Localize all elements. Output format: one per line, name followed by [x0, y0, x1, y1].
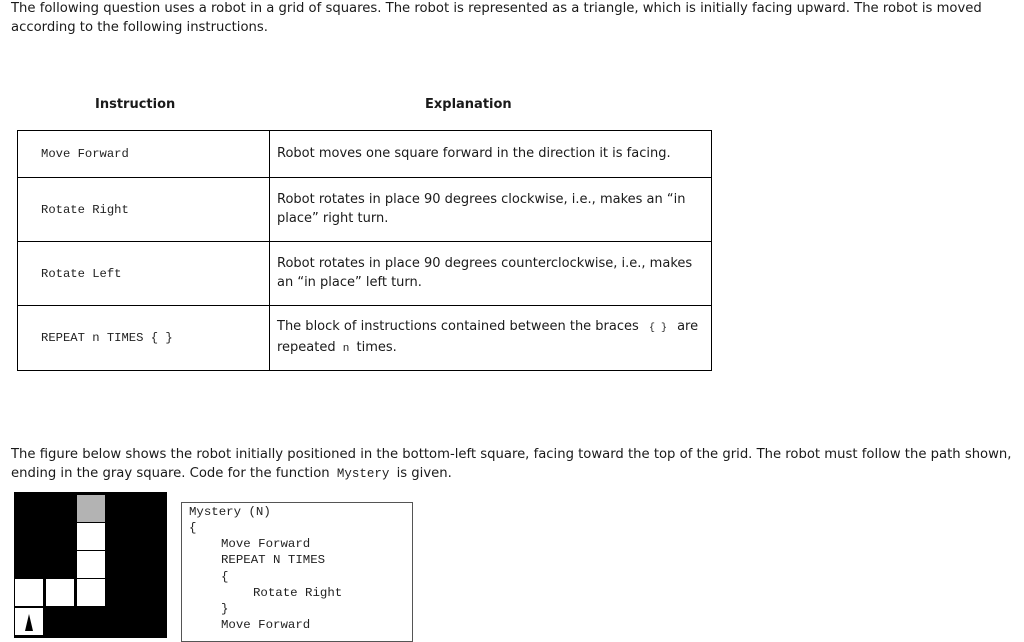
table-row [18, 242, 712, 306]
explanation-text: times. [356, 339, 397, 355]
table-row [18, 178, 712, 242]
grid-cell [77, 551, 105, 578]
explanation-cell: Robot rotates in place 90 degrees clockwise, i.e., makes an “in place” right turn. [270, 178, 712, 242]
code-box [181, 502, 413, 642]
table-row [18, 306, 712, 371]
code-line: Rotate Right [253, 586, 343, 600]
explanation-text: are repeated [277, 319, 699, 355]
instruction-cell: Rotate Right [18, 178, 270, 242]
figure-paragraph [11, 446, 1016, 483]
explanation-cell: Robot moves one square forward in the direction it is facing. [270, 131, 712, 178]
grid-cell [15, 579, 43, 606]
instruction-header: Instruction [95, 97, 176, 112]
code-line: Move Forward [221, 537, 311, 551]
code-line: Mystery (N) [189, 505, 271, 519]
figure-text: The figure below shows the robot initially positioned in the bottom-left square, facing toward the top of the grid. The robot must follow the path shown, ending in the gray square. Code for the function [11, 447, 1012, 481]
explanation-text: The block of instructions contained between the braces [277, 319, 639, 334]
instruction-cell: Move Forward [18, 131, 270, 178]
code-line: { [189, 521, 197, 535]
n-code: n [342, 342, 350, 355]
robot-triangle-icon [25, 614, 33, 631]
braces-code: { } [648, 323, 667, 334]
instruction-cell: REPEAT n TIMES { } [18, 306, 270, 371]
code-line: REPEAT N TIMES [221, 553, 326, 567]
code-line: } [221, 602, 229, 616]
code-line: { [221, 570, 229, 584]
instruction-table [17, 130, 712, 371]
figure-text: is given. [396, 465, 452, 481]
robot-grid [14, 492, 167, 638]
mystery-code: Mystery [336, 466, 390, 481]
explanation-cell [270, 306, 712, 371]
explanation-cell: Robot rotates in place 90 degrees counterclockwise, i.e., makes an “in place” left turn. [270, 242, 712, 306]
grid-cell [77, 579, 105, 606]
grid-cell [46, 579, 74, 606]
end-cell-gray [77, 495, 105, 522]
table-row [18, 131, 712, 178]
instruction-cell: Rotate Left [18, 242, 270, 306]
intro-paragraph: The following question uses a robot in a grid of squares. The robot is represented as a triangle, which is initially facing upward. The robot is moved according to the following instructions. [11, 1, 982, 35]
code-line: Move Forward [221, 618, 311, 632]
grid-cell [77, 523, 105, 550]
explanation-header: Explanation [425, 97, 512, 112]
